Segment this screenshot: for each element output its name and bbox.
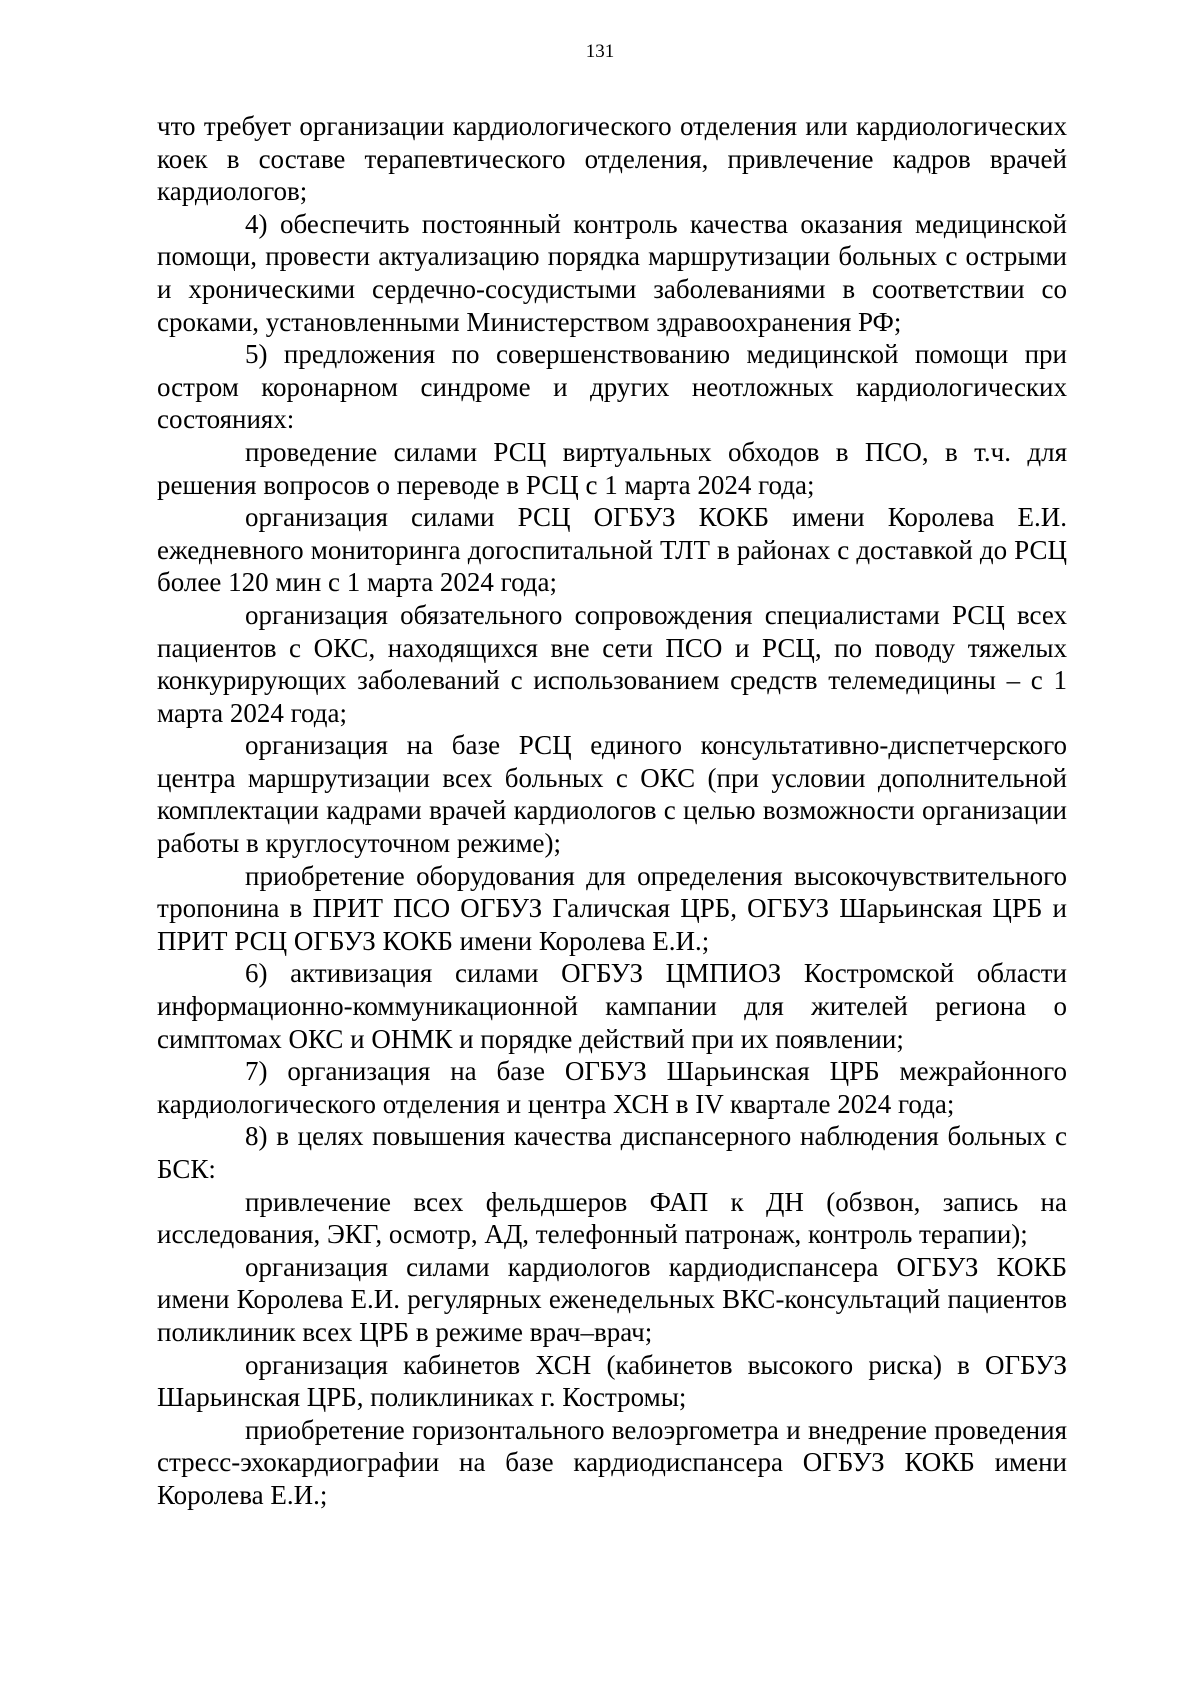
- paragraph-feldsher-involvement: привлечение всех фельдшеров ФАП к ДН (обзвон, запись на исследования, ЭКГ, осмотр, АД, телефонный патронаж, контроль терапии);: [157, 1186, 1067, 1250]
- paragraph-telemedicine-support: организация обязательного сопровождения специалистами РСЦ всех пациентов с ОКС, находящихся вне сети ПСО и РСЦ, по поводу тяжелых конкурирующих заболеваний с использованием средств телемедицины – с 1 марта 2024 года;: [157, 599, 1067, 728]
- paragraph-dispatch-center: организация на базе РСЦ единого консультативно-диспетчерского центра маршрутизации всех больных с ОКС (при условии дополнительной комплектации кадрами врачей кардиологов с целью возможности организации работы в круглосуточном режиме);: [157, 730, 1067, 859]
- paragraph-tlt-monitoring: организация силами РСЦ ОГБУЗ КОКБ имени Королева Е.И. ежедневного мониторинга догоспитальной ТЛТ в районах с доставкой до РСЦ более 120 мин с 1 марта 2024 года;: [157, 502, 1067, 598]
- paragraph-item-6: 6) активизация силами ОГБУЗ ЦМПИОЗ Костромской области информационно-коммуникационной кампании для жителей региона о симптомах ОКС и ОНМК и порядке действий при их появлении;: [157, 958, 1067, 1054]
- paragraph-item-8: 8) в целях повышения качества диспансерного наблюдения больных с БСК:: [157, 1121, 1067, 1184]
- paragraph-ergometer: приобретение горизонтального велоэргометра и внедрение проведения стресс-эхокардиографии на базе кардиодиспансера ОГБУЗ КОКБ имени Королева Е.И.;: [157, 1414, 1067, 1510]
- paragraph-vks-consultations: организация силами кардиологов кардиодиспансера ОГБУЗ КОКБ имени Королева Е.И. регулярных еженедельных ВКС-консультаций пациентов поликлиник всех ЦРБ в режиме врач–врач;: [157, 1251, 1067, 1347]
- document-body: [157, 110, 1067, 1512]
- paragraph-troponin-equipment: приобретение оборудования для определения высокочувствительного тропонина в ПРИТ ПСО ОГБУЗ Галичская ЦРБ, ОГБУЗ Шарьинская ЦРБ и ПРИТ РСЦ ОГБУЗ КОКБ имени Королева Е.И.;: [157, 860, 1067, 956]
- paragraph-item-7: 7) организация на базе ОГБУЗ Шарьинская ЦРБ межрайонного кардиологического отделения и центра ХСН в IV квартале 2024 года;: [157, 1056, 1067, 1119]
- page-number: 131: [585, 41, 615, 62]
- paragraph-chf-cabinets: организация кабинетов ХСН (кабинетов высокого риска) в ОГБУЗ Шарьинская ЦРБ, поликлиниках г. Костромы;: [157, 1349, 1067, 1413]
- paragraph-item-5: 5) предложения по совершенствованию медицинской помощи при остром коронарном синдроме и других неотложных кардиологических состояниях:: [157, 339, 1067, 435]
- paragraph-continuation: что требует организации кардиологического отделения или кардиологических коек в составе терапевтического отделения, привлечение кадров врачей кардиологов;: [157, 111, 1067, 207]
- paragraph-item-4: 4) обеспечить постоянный контроль качества оказания медицинской помощи, провести актуализацию порядка маршрутизации больных с острыми и хроническими сердечно-сосудистыми заболеваниями в соответствии со сроками, установленными Министерством здравоохранения РФ;: [157, 208, 1067, 337]
- paragraph-virtual-rounds: проведение силами РСЦ виртуальных обходов в ПСО, в т.ч. для решения вопросов о переводе в РСЦ с 1 марта 2024 года;: [157, 436, 1067, 500]
